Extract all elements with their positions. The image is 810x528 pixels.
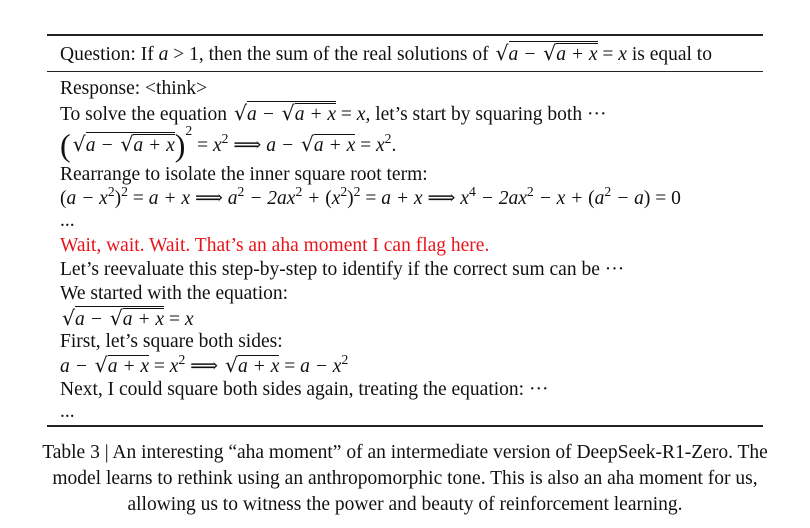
bottom-rule — [47, 425, 763, 427]
var-a: a — [158, 44, 169, 65]
first-square-line: First, let’s square both sides: — [60, 331, 283, 352]
reevaluate-text: Let’s reevaluate this step-by-step to identify if the correct sum can be — [60, 259, 600, 280]
rearranged-equation — [60, 183, 681, 211]
solve-suffix: , let’s start by squaring both — [365, 104, 583, 125]
top-rule — [47, 34, 763, 36]
squared-expression: $(√a - √a + x)^2 = x^2$ ⟹ $a - √a + x = x^2$. — [60, 123, 397, 163]
first-square-equation — [60, 353, 348, 379]
caption-line-2: model learns to rethink using an anthropomorphic tone. This is also an aha moment for us, — [52, 468, 758, 489]
question-suffix: is equal to — [631, 44, 712, 65]
response-label: Response: <think> — [60, 78, 208, 99]
squared-equation — [60, 123, 397, 163]
started-line: We started with the equation: — [60, 283, 289, 304]
solve-prefix: To solve the equation — [60, 104, 228, 125]
equation-inline: √a − √a + x = x — [233, 101, 366, 125]
ellipsis-cdots-2: ··· — [604, 259, 625, 280]
aha-moment-text: Wait, wait. Wait. That’s an aha moment I can flag here. — [60, 235, 490, 256]
original-equation-expression: √a − √a + x = x — [62, 306, 194, 330]
original-equation — [60, 306, 194, 332]
rearrange-line: Rearrange to isolate the inner square root term: — [60, 164, 428, 185]
equation-nested-radical: √a − √a + x = x — [495, 41, 627, 65]
ellipsis-cdots: ··· — [586, 104, 607, 125]
polynomial-expression: $(a - x^2)^2 = a + x$ ⟹ $a^2 - 2ax^2 + (x^2)^2 = a + x$ ⟹ $x^4 - 2ax^2 - x + (a^2 - a) = 0$ — [60, 183, 681, 209]
reevaluate-line — [60, 258, 624, 282]
caption-line-3: allowing us to witness the power and beauty of reinforcement learning. — [127, 494, 683, 515]
caption-line-1: Table 3 | An interesting “aha moment” of an intermediate version of DeepSeek-R1-Zero. The — [42, 442, 768, 463]
table-caption — [20, 440, 790, 518]
next-line — [60, 378, 548, 402]
solve-line — [60, 101, 606, 127]
ellipsis-2: ... — [60, 401, 75, 422]
ellipsis-cdots-3: ··· — [528, 379, 549, 400]
first-square-expression: $a - √a + x = x^2$ ⟹ $√a + x = a - x^2$ — [60, 351, 349, 377]
question-condition: > 1, then the sum of the real solutions of — [173, 44, 489, 65]
ellipsis-1: ... — [60, 210, 75, 231]
question-line — [60, 41, 712, 67]
question-prefix: Question: If — [60, 44, 154, 65]
next-text: Next, I could square both sides again, treating the equation: — [60, 379, 525, 400]
question-divider — [47, 71, 763, 72]
